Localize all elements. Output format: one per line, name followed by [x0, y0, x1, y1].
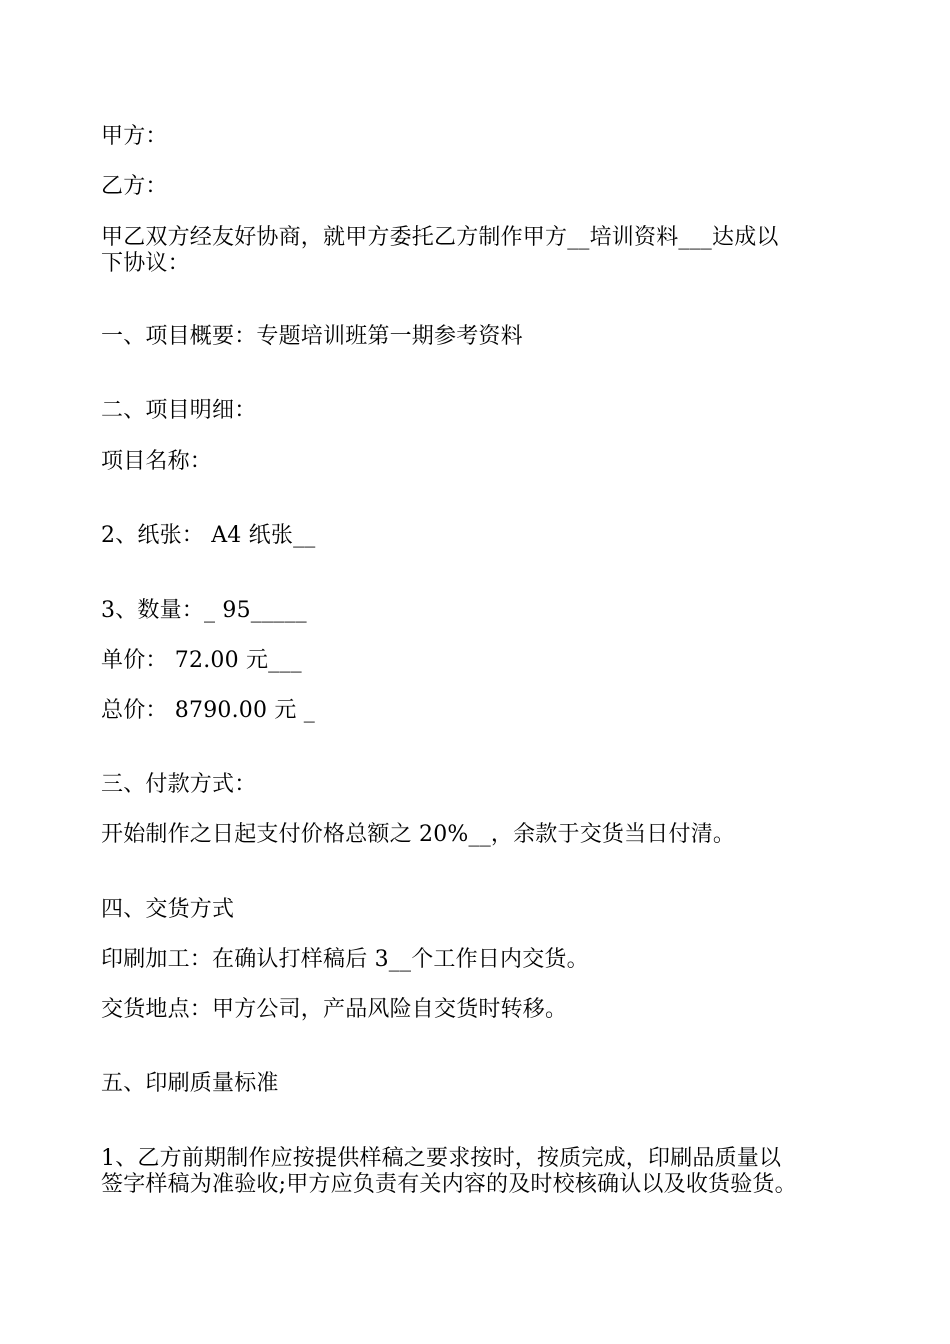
payment-terms: 开始制作之日起支付价格总额之 20%__，余款于交货当日付清。	[101, 822, 736, 847]
total-price: 总价： 8790.00 元 _	[101, 698, 315, 723]
section-heading-quality: 五、印刷质量标准	[101, 1071, 279, 1096]
intro-text-line-1: 甲乙双方经友好协商，就甲方委托乙方制作甲方__培训资料___达成以	[101, 225, 779, 250]
section-heading-payment: 三、付款方式：	[101, 772, 257, 797]
delivery-processing: 印刷加工：在确认打样稿后 3__个工作日内交货。	[101, 947, 589, 972]
section-heading-overview: 一、项目概要：专题培训班第一期参考资料	[101, 324, 523, 349]
item-name-label: 项目名称：	[101, 449, 213, 474]
section-heading-details: 二、项目明细：	[101, 398, 257, 423]
quantity-spec: 3、数量：_ 95_____	[101, 598, 307, 623]
unit-price: 单价： 72.00 元___	[101, 648, 302, 673]
quality-text-line-1: 1、乙方前期制作应按提供样稿之要求按时，按质完成，印刷品质量以	[101, 1146, 782, 1171]
quality-text-line-2: 签字样稿为准验收;甲方应负责有关内容的及时校核确认以及收货验货。	[101, 1172, 797, 1197]
party-b-label: 乙方：	[101, 174, 168, 199]
party-a-label: 甲方：	[101, 124, 168, 149]
paper-spec: 2、纸张： A4 纸张__	[101, 523, 316, 548]
intro-text-line-2: 下协议：	[101, 251, 190, 276]
section-heading-delivery: 四、交货方式	[101, 897, 235, 922]
delivery-location: 交货地点：甲方公司，产品风险自交货时转移。	[101, 997, 568, 1022]
